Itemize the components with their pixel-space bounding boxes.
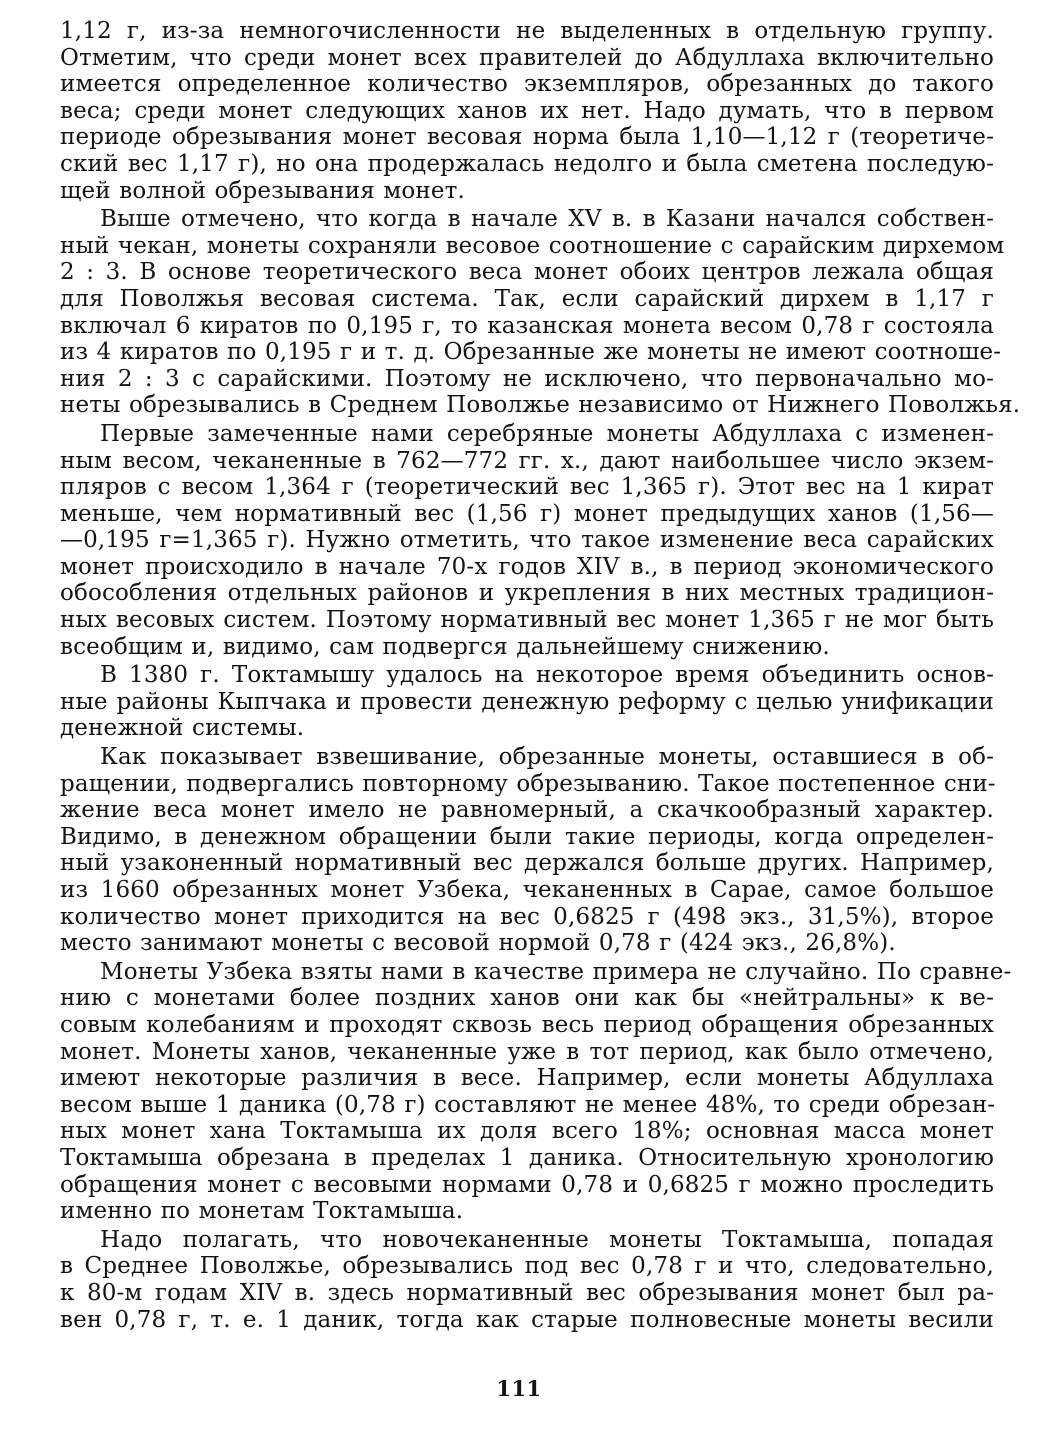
text-line: ным весом, чеканенные в 762—772 гг. х., дают наибольшее число экзем- [60, 447, 994, 474]
text-line: В 1380 г. Токтамышу удалось на некоторое время объединить основ- [100, 662, 994, 689]
text-line: весом выше 1 даника (0,78 г) составляют не менее 48%, то среди обрезан- [60, 1091, 996, 1118]
text-line: неты обрезывались в Среднем Поволжье независимо от Нижнего Поволжья. [60, 392, 1021, 419]
text-line: щей волной обрезывания монет. [60, 177, 465, 204]
text-line: ных монет хана Токтамыша их доля всего 18%; основная масса монет [60, 1118, 994, 1145]
text-line: денежной системы. [60, 715, 305, 742]
text-line: включал 6 киратов по 0,195 г, то казанская монета весом 0,78 г состояла [60, 312, 994, 339]
paragraph [60, 18, 994, 204]
text-line: Монеты Узбека взяты нами в качестве примера не случайно. По сравне- [100, 958, 1012, 985]
text-line: место занимают монеты с весовой нормой 0,78 г (424 экз., 26,8%). [60, 930, 896, 957]
text-line: жение веса монет имело не равномерный, а скачкообразный характер. [60, 797, 994, 824]
text-line: совым колебаниям и проходят сквозь весь период обращения обрезанных [60, 1011, 994, 1038]
text-line: имеется определенное количество экземпляров, обрезанных до такого [60, 71, 994, 98]
text-line: обращения монет с весовыми нормами 0,78 и 0,6825 г можно проследить [60, 1171, 994, 1198]
text-line: обособления отдельных районов и укрепления в них местных традицион- [60, 580, 994, 607]
text-line: для Поволжья весовая система. Так, если сарайский дирхем в 1,17 г [60, 285, 994, 312]
text-line: 1,12 г, из-за немногочисленности не выделенных в отдельную группу. [60, 18, 994, 44]
text-line: Отметим, что среди монет всех правителей до Абдуллаха включительно [60, 44, 994, 71]
paragraph [60, 958, 1012, 1225]
text-line: периоде обрезывания монет весовая норма была 1,10—1,12 г (теоретиче- [60, 124, 994, 151]
text-line: ных весовых систем. Поэтому нормативный вес монет 1,365 г не мог быть [60, 607, 994, 634]
text-line: —0,195 г=1,365 г). Нужно отметить, что такое изменение веса сарайских [60, 527, 994, 554]
text-line: к 80-м годам XIV в. здесь нормативный вес обрезывания монет был ра- [60, 1279, 994, 1306]
text-line: Токтамыша обрезана в пределах 1 даника. Относительную хронологию [60, 1144, 994, 1171]
text-line: всеобщим и, видимо, сам подвергся дальнейшему снижению. [60, 633, 830, 660]
text-line: Выше отмечено, что когда в начале XV в. в Казани начался собствен- [100, 206, 994, 233]
text-line: 2 : 3. В основе теоретического веса монет обоих центров лежала общая [60, 259, 994, 286]
text-line: вен 0,78 г, т. е. 1 даник, тогда как старые полновесные монеты весили [60, 1306, 994, 1333]
text-line: ные районы Кыпчака и провести денежную реформу с целью унификации [60, 688, 994, 715]
text-line: монет. Монеты ханов, чеканенные уже в тот период, как было отмечено, [60, 1038, 994, 1065]
text-line: Надо полагать, что новочеканенные монеты Токтамыша, попадая [100, 1226, 994, 1253]
text-line: монет происходило в начале 70-х годов XIV в., в период экономического [60, 553, 994, 580]
paragraph [60, 662, 994, 742]
paragraph [60, 206, 1021, 419]
text-line: Как показывает взвешивание, обрезанные монеты, оставшиеся в об- [100, 744, 994, 771]
text-line: ращении, подвергались повторному обрезыванию. Такое постепенное сни- [60, 770, 996, 797]
book-page [44, 18, 1021, 1412]
paragraph [60, 1227, 994, 1333]
page-number: 111 [496, 1376, 542, 1401]
text-line: из 4 киратов по 0,195 г и т. д. Обрезанные же монеты не имеют соотноше- [60, 339, 1002, 366]
text-line: в Среднее Поволжье, обрезывались под вес 0,78 г и что, следовательно, [60, 1253, 994, 1280]
text-line: Первые замеченные нами серебряные монеты Абдуллаха с изменен- [100, 420, 994, 447]
text-line: ный чекан, монеты сохраняли весовое соотношение с сарайским дирхемом [60, 232, 1005, 259]
text-line: имеют некоторые различия в весе. Например, если монеты Абдуллаха [60, 1065, 994, 1092]
text-line: веса; среди монет следующих ханов их нет. Надо думать, что в первом [60, 97, 994, 124]
text-line: количество монет приходится на вес 0,6825 г (498 экз., 31,5%), второе [60, 903, 994, 930]
text-line: меньше, чем нормативный вес (1,56 г) монет предыдущих ханов (1,56— [60, 500, 994, 527]
body-text [60, 18, 1021, 1335]
text-line: Видимо, в денежном обращении были такие периоды, когда определен- [60, 823, 994, 850]
text-line: пляров с весом 1,364 г (теоретический вес 1,365 г). Этот вес на 1 кират [60, 474, 994, 501]
paragraph [60, 421, 994, 660]
text-line: из 1660 обрезанных монет Узбека, чеканенных в Сарае, самое большое [60, 877, 994, 903]
text-line: ния 2 : 3 с сарайскими. Поэтому не исключено, что первоначально мо- [60, 365, 994, 392]
text-line: именно по монетам Токтамыша. [60, 1198, 464, 1225]
paragraph [60, 744, 994, 957]
text-line: нию с монетами более поздних ханов они как бы «нейтральны» к ве- [60, 985, 994, 1012]
text-line: ный узаконенный нормативный вес держался больше других. Например, [60, 850, 994, 877]
text-line: ский вес 1,17 г), но она продержалась недолго и была сметена последую- [60, 150, 994, 177]
